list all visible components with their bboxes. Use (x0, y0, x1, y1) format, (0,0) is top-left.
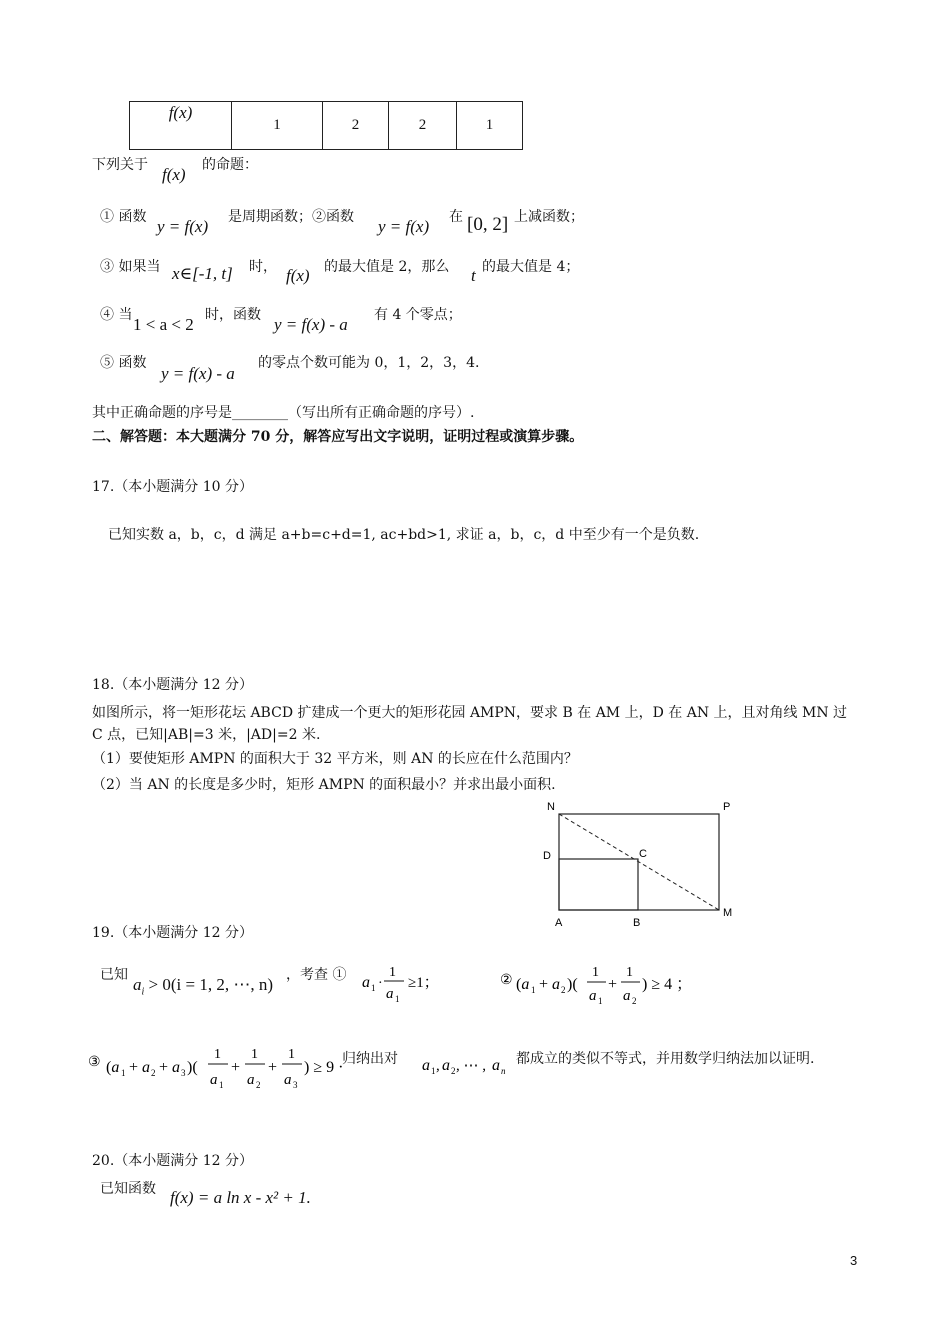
svg-text:1: 1 (121, 1068, 126, 1078)
math: f(x) (286, 266, 310, 285)
svg-text:2: 2 (151, 1068, 156, 1078)
math: y = f(x) - a (161, 364, 235, 383)
text: 时， (249, 259, 277, 275)
text: ，考查 ① (286, 967, 347, 983)
svg-text:1: 1 (389, 965, 396, 980)
label-b: B (633, 917, 641, 929)
svg-text:a: a (362, 974, 370, 991)
svg-text:(a: (a (516, 976, 530, 993)
svg-text:a: a (284, 1072, 292, 1088)
svg-text:)(: )( (567, 976, 578, 993)
svg-text:2: 2 (451, 1066, 456, 1076)
svg-text:,: , (436, 1058, 440, 1074)
text: ③ 如果当 (100, 259, 161, 275)
svg-text:3: 3 (293, 1080, 298, 1090)
svg-text:a: a (589, 988, 597, 1004)
svg-text:2: 2 (632, 996, 637, 1006)
svg-text:1: 1 (288, 1047, 295, 1062)
svg-text:1: 1 (371, 983, 376, 993)
svg-text:(a: (a (106, 1059, 120, 1076)
svg-text:②: ② (500, 972, 513, 988)
svg-text:+: + (608, 976, 618, 993)
answer-line: 其中正确命题的序号是________（写出所有正确命题的序号）. (92, 405, 475, 421)
label-m: M (723, 907, 733, 919)
text: 有 4 个零点； (374, 307, 462, 323)
text: 归纳出对 (342, 1051, 398, 1067)
svg-text:1: 1 (531, 985, 536, 995)
svg-text:+: + (231, 1059, 241, 1076)
q20-header: 20.（本小题满分 12 分） (92, 1153, 253, 1169)
text: 时，函数 (205, 307, 261, 323)
q18-text: （2）当 AN 的长度是多少时，矩形 AMPN 的面积最小？并求出最小面积. (92, 777, 556, 793)
svg-text:+ a: + a (129, 1059, 151, 1076)
section-heading: 二、解答题：本大题满分 70 分，解答应写出文字说明，证明过程或演算步骤。 (92, 429, 584, 445)
math: t (471, 266, 476, 285)
label-n: N (547, 801, 555, 813)
q18-text: （1）要使矩形 AMPN 的面积大于 32 平方米，则 AN 的长应在什么范围内？ (92, 751, 578, 767)
text: 的命题： (202, 157, 258, 173)
label-d: D (543, 850, 551, 862)
svg-text:3: 3 (181, 1068, 186, 1078)
text: 的最大值是 2，那么 (324, 259, 450, 275)
table-row-label: f(x) (130, 102, 232, 150)
math-interval: [0, 2] (467, 214, 509, 235)
svg-text:+: + (268, 1059, 278, 1076)
svg-text:)(: )( (187, 1059, 198, 1076)
svg-text:n: n (501, 1066, 506, 1076)
svg-text:+ a: + a (539, 976, 561, 993)
text: 的零点个数可能为 0，1，2，3，4. (258, 355, 480, 371)
text: 都成立的类似不等式，并用数学归纳法加以证明. (516, 1051, 815, 1067)
text: 在 (449, 209, 463, 225)
page-number: 3 (850, 1253, 858, 1268)
rectangle-garden-figure (535, 795, 750, 935)
q19-header: 19.（本小题满分 12 分） (92, 925, 253, 941)
text: ① 函数 (100, 209, 147, 225)
svg-text:a: a (623, 988, 631, 1004)
math: y = f(x) (378, 217, 430, 236)
table-cell: 1 (232, 102, 323, 150)
math-function: f(x) = a ln x - x² + 1. (170, 1188, 311, 1207)
q18-header: 18.（本小题满分 12 分） (92, 677, 253, 693)
q17-header: 17.（本小题满分 10 分） (92, 479, 253, 495)
sequence-a1-an (420, 1052, 515, 1086)
label-p: P (723, 801, 731, 813)
svg-text:1: 1 (219, 1080, 224, 1090)
svg-text:2: 2 (561, 985, 566, 995)
svg-text:·: · (378, 976, 383, 991)
svg-text:a: a (442, 1057, 450, 1074)
svg-text:1: 1 (251, 1047, 258, 1062)
table-cell: 2 (389, 102, 457, 150)
inequality-3 (88, 1042, 378, 1100)
text: 的最大值是 4； (482, 259, 580, 275)
svg-text:1: 1 (598, 996, 603, 1006)
text: ④ 当 (100, 307, 133, 323)
text: 下列关于 (92, 157, 148, 173)
text: ⑤ 函数 (100, 355, 147, 371)
inequality-1 (360, 962, 440, 1016)
svg-text:1: 1 (431, 1066, 436, 1076)
math-fx: f(x) (162, 165, 186, 184)
text: 是周期函数；②函数 (228, 209, 354, 225)
svg-text:a: a (386, 986, 394, 1002)
svg-text:1: 1 (395, 994, 400, 1004)
label-c: C (639, 848, 647, 860)
svg-text:) ≥ 4 ；: ) ≥ 4 ； (642, 976, 693, 993)
math: y = f(x) (157, 217, 209, 236)
math: x∈[-1, t] (172, 264, 233, 283)
svg-text:1: 1 (214, 1047, 221, 1062)
table-cell: 2 (323, 102, 389, 150)
text: 已知函数 (100, 1181, 156, 1197)
math-condition: $a_i > 0(i = 1$, 2, ⋯, n) (133, 975, 274, 998)
svg-text:, ⋯ ,: , ⋯ , (456, 1058, 486, 1074)
math: y = f(x) - a (274, 315, 348, 334)
diagonal-mn (559, 814, 719, 910)
svg-text:+ a: + a (159, 1059, 181, 1076)
svg-text:③: ③ (88, 1054, 101, 1070)
q18-text: 如图所示，将一矩形花坛 ABCD 扩建成一个更大的矩形花园 AMPN，要求 B 在 AM 上，D 在 AN 上，且对角线 MN 过 (92, 705, 848, 721)
rect-abcd (559, 859, 638, 910)
q17-body: 已知实数 a，b，c，d 满足 a+b=c+d=1, ac+bd>1, 求证 a，b，c，d 中至少有一个是负数. (108, 527, 700, 543)
text: 已知 (100, 967, 128, 983)
table-cell: 1 (457, 102, 523, 150)
label-a: A (555, 917, 563, 929)
svg-text:2: 2 (256, 1080, 261, 1090)
svg-text:a: a (422, 1057, 430, 1074)
svg-text:a: a (247, 1072, 255, 1088)
q18-text: C 点，已知|AB|=3 米，|AD|=2 米. (92, 727, 321, 743)
svg-text:≥1；: ≥1； (408, 975, 439, 991)
svg-text:1: 1 (592, 965, 599, 980)
svg-text:1: 1 (626, 965, 633, 980)
function-value-table (129, 101, 523, 150)
math: 1 < a < 2 (133, 315, 194, 334)
svg-text:a: a (492, 1057, 500, 1074)
text: 上减函数； (514, 209, 584, 225)
svg-text:a: a (210, 1072, 218, 1088)
inequality-2 (500, 962, 700, 1016)
svg-text:) ≥ 9 ·: ) ≥ 9 · (304, 1059, 344, 1076)
